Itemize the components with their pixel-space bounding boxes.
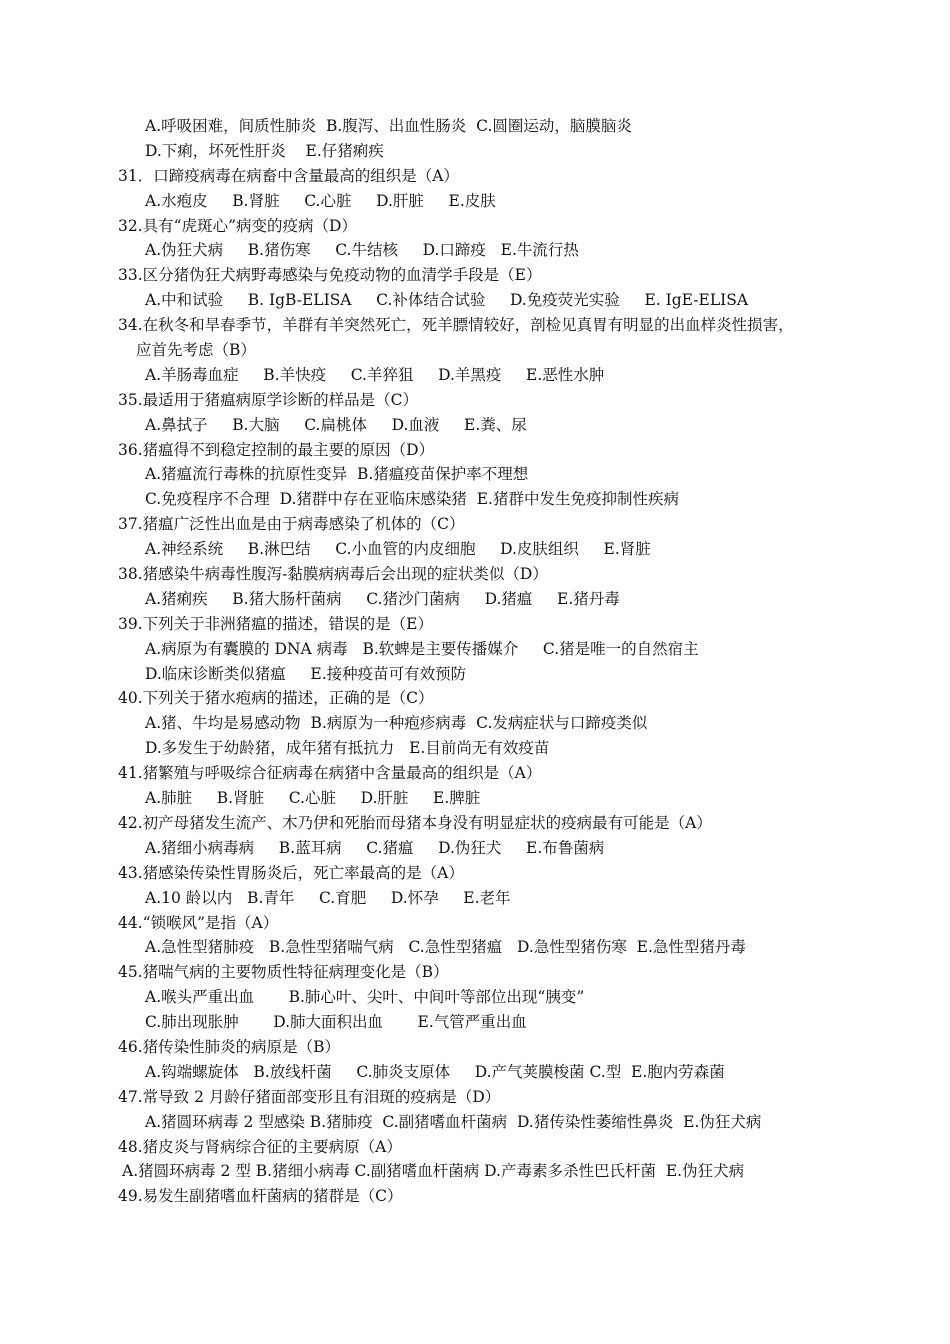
answer-options: A.喉头严重出血 B.肺心叶、尖叶、中间叶等部位出现“胰变”	[145, 988, 585, 1007]
question-text: 32.具有“虎斑心”病变的疫病（D）	[118, 216, 357, 235]
question-text: 43.猪感染传染性胃肠炎后，死亡率最高的是（A）	[118, 863, 464, 882]
question-text: 44.“锁喉风”是指（A）	[118, 913, 279, 932]
answer-options: A.猪瘟流行毒株的抗原性变异 B.猪瘟疫苗保护率不理想	[145, 465, 529, 484]
answer-options: A.神经系统 B.淋巴结 C.小血管的内皮细胞 D.皮肤组织 E.肾脏	[145, 540, 651, 559]
question-text: 42.初产母猪发生流产、木乃伊和死胎而母猪本身没有明显症状的疫病最有可能是（A）	[118, 813, 712, 832]
answer-options: A.羊肠毒血症 B.羊快疫 C.羊猝狙 D.羊黑疫 E.恶性水肿	[145, 365, 605, 384]
answer-options: A.肺脏 B.肾脏 C.心脏 D.肝脏 E.脾脏	[145, 789, 481, 808]
answer-options: A.10 龄以内 B.青年 C.育肥 D.怀孕 E.老年	[145, 888, 511, 907]
answer-options: A.中和试验 B. IgB-ELISA C.补体结合试验 D.免疫荧光实验 E. IgE-ELISA	[145, 291, 749, 310]
answer-options: A.猪、牛均是易感动物 B.病原为一种疱疹病毒 C.发病症状与口蹄疫类似	[145, 714, 648, 733]
question-text: 33.区分猪伪狂犬病野毒感染与免疫动物的血清学手段是（E）	[118, 266, 542, 285]
answer-options: A.猪细小病毒病 B.蓝耳病 C.猪瘟 D.伪狂犬 E.布鲁菌病	[145, 838, 605, 857]
question-text: 36.猪瘟得不到稳定控制的最主要的原因（D）	[118, 440, 435, 459]
question-text: 34.在秋冬和旱春季节，羊群有羊突然死亡，死羊膘情较好，剖检见真胃有明显的出血样炎性损害，	[118, 316, 794, 335]
answer-options: C.肺出现胀肿 D.肺大面积出血 E.气管严重出血	[145, 1013, 527, 1032]
answer-options: A.急性型猪肺疫 B.急性型猪喘气病 C.急性型猪瘟 D.急性型猪伤寒 E.急性型猪丹毒	[145, 938, 746, 957]
question-text: 31．口蹄疫病毒在病畜中含量最高的组织是（A）	[118, 166, 459, 185]
question-text: 35.最适用于猪瘟病原学诊断的样品是（C）	[118, 390, 419, 409]
question-text: 45.猪喘气病的主要物质性特征病理变化是（B）	[118, 963, 449, 982]
answer-options: A.呼吸困难，间质性肺炎 B.腹泻、出血性肠炎 C.圆圈运动，脑膜脑炎	[145, 117, 632, 135]
answer-options: C.免疫程序不合理 D.猪群中存在亚临床感染猪 E.猪群中发生免疫抑制性疾病	[145, 490, 679, 509]
answer-options: A.猪圆环病毒 2 型感染 B.猪肺疫 C.副猪嗜血杆菌病 D.猪传染性萎缩性鼻炎 E.伪狂犬病	[145, 1112, 762, 1131]
answer-options: A.病原为有囊膜的 DNA 病毒 B.软蜱是主要传播媒介 C.猪是唯一的自然宿主	[145, 639, 699, 658]
answer-options: A.钩端螺旋体 B.放线杆菌 C.肺炎支原体 D.产气荚膜梭菌 C.型 E.胞内劳森菌	[145, 1062, 725, 1081]
question-text: 49.易发生副猪嗜血杆菌病的猪群是（C）	[118, 1187, 403, 1206]
answer-options: A.鼻拭子 B.大脑 C.扁桃体 D.血液 E.粪、尿	[145, 415, 527, 434]
question-text: 41.猪繁殖与呼吸综合征病毒在病猪中含量最高的组织是（A）	[118, 764, 542, 783]
answer-options: D.临床诊断类似猪瘟 E.接种疫苗可有效预防	[145, 664, 467, 683]
question-text: 47.常导致 2 月龄仔猪面部变形且有泪斑的疫病是（D）	[118, 1087, 501, 1106]
exam-question-list	[0, 114, 950, 1209]
answer-options: A.猪圆环病毒 2 型 B.猪细小病毒 C.副猪嗜血杆菌病 D.产毒素多杀性巴氏杆菌 E.伪狂犬病	[122, 1162, 745, 1181]
answer-options: D.多发生于幼龄猪，成年猪有抵抗力 E.目前尚无有效疫苗	[145, 739, 550, 758]
question-text: 46.猪传染性肺炎的病原是（B）	[118, 1037, 341, 1056]
question-text: 40.下列关于猪水疱病的描述，正确的是（C）	[118, 689, 434, 708]
question-text: 48.猪皮炎与肾病综合征的主要病原（A）	[118, 1137, 402, 1156]
question-text-continued: 应首先考虑（B）	[136, 341, 256, 360]
answer-options: A.伪狂犬病 B.猪伤寒 C.牛结核 D.口蹄疫 E.牛流行热	[145, 241, 579, 260]
answer-options: A.水疱皮 B.肾脏 C.心脏 D.肝脏 E.皮肤	[145, 191, 496, 210]
question-text: 39.下列关于非洲猪瘟的描述，错误的是（E）	[118, 614, 433, 633]
answer-options: D.下痢，坏死性肝炎 E.仔猪痢疾	[145, 141, 384, 160]
question-text: 38.猪感染牛病毒性腹泻-黏膜病病毒后会出现的症状类似（D）	[118, 565, 548, 584]
answer-options: A.猪痢疾 B.猪大肠杆菌病 C.猪沙门菌病 D.猪瘟 E.猪丹毒	[145, 589, 620, 608]
question-text: 37.猪瘟广泛性出血是由于病毒感染了机体的（C）	[118, 515, 465, 534]
